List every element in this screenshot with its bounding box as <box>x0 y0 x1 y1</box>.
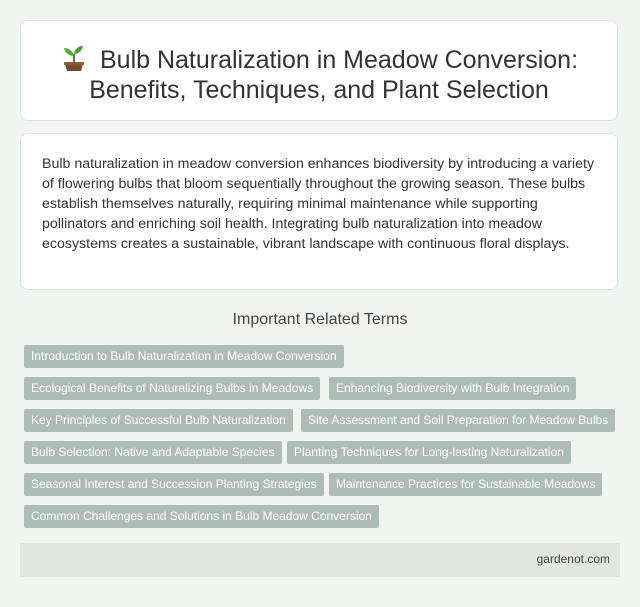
term-tag[interactable]: Maintenance Practices for Sustainable Meadows <box>329 473 602 496</box>
summary-card <box>20 133 618 290</box>
term-tag[interactable]: Planting Techniques for Long-lasting Naturalization <box>287 441 571 464</box>
page-title <box>21 44 617 105</box>
term-tag[interactable]: Ecological Benefits of Naturalizing Bulbs in Meadows <box>24 377 320 400</box>
title-line-1: Bulb Naturalization in Meadow Conversion: <box>99 46 579 74</box>
term-tag[interactable]: Site Assessment and Soil Preparation for Meadow Bulbs <box>301 409 615 432</box>
sprout-icon <box>60 44 88 72</box>
term-tag[interactable]: Introduction to Bulb Naturalization in Meadow Conversion <box>24 345 344 368</box>
term-tag[interactable]: Enhancing Biodiversity with Bulb Integration <box>329 377 576 400</box>
footer-site[interactable]: gardenot.com <box>536 552 610 566</box>
term-tag[interactable]: Common Challenges and Solutions in Bulb Meadow Conversion <box>24 505 379 528</box>
term-tag[interactable]: Key Principles of Successful Bulb Naturalization <box>24 409 293 432</box>
footer <box>20 543 620 577</box>
term-tag[interactable]: Seasonal Interest and Succession Planting Strategies <box>24 473 324 496</box>
related-terms-heading: Important Related Terms <box>232 311 408 328</box>
term-tag[interactable]: Bulb Selection: Native and Adaptable Species <box>24 441 282 464</box>
title-card <box>20 20 618 121</box>
summary-text: Bulb naturalization in meadow conversion enhances biodiversity by introducing a variety of flowering bulbs that bloom sequentially throughout the growing season. These bulbs establish themselves naturally, requiring minimal maintenance while supporting pollinators and enriching soil health. Integrating bulb naturalization into meadow ecosystems creates a sustainable, vibrant landscape with continuous floral displays. <box>42 156 595 252</box>
title-line-2: Benefits, Techniques, and Plant Selection <box>89 76 549 104</box>
